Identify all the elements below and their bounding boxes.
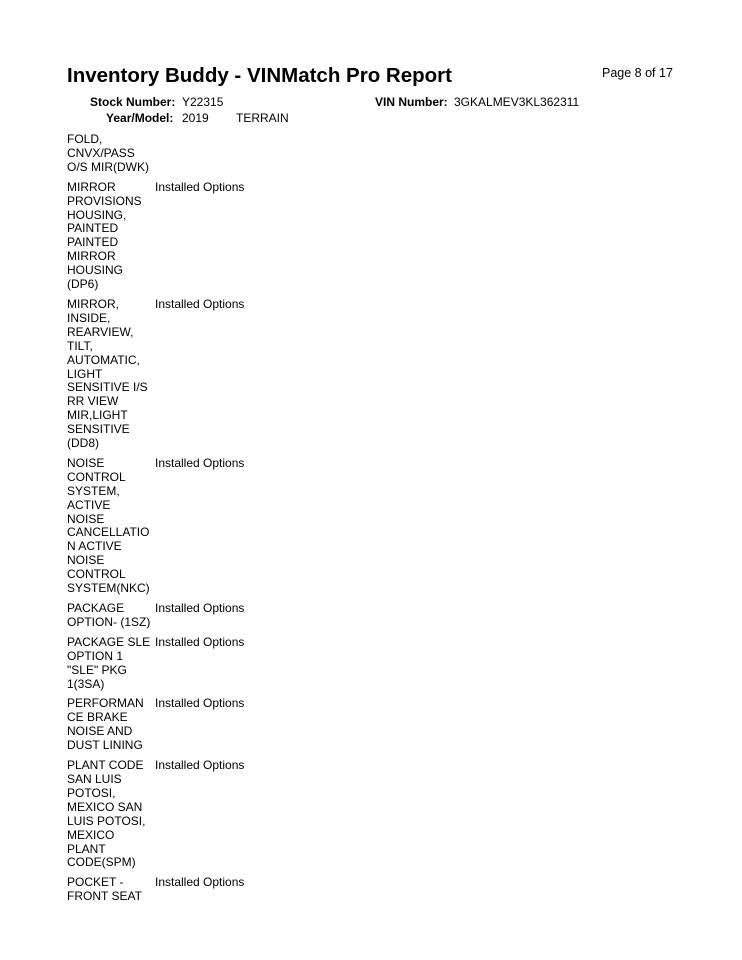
option-row [67, 602, 367, 630]
option-type: Installed Options [155, 634, 245, 649]
option-name: MIRROR PROVISIONS HOUSING, PAINTED PAINTED MIRROR HOUSING (DP6) [67, 180, 142, 292]
option-row [67, 636, 367, 692]
report-title: Inventory Buddy - VINMatch Pro Report [67, 64, 452, 87]
option-name: PACKAGE OPTION- (1SZ) [67, 602, 151, 629]
option-row [67, 457, 367, 596]
year-value: 2019 [182, 111, 209, 125]
options-list [67, 133, 367, 910]
stock-number-label: Stock Number: [90, 95, 176, 109]
option-type: Installed Options [155, 455, 245, 470]
option-type: Installed Options [155, 296, 245, 311]
option-type: Installed Options [155, 875, 245, 890]
option-row [67, 133, 367, 175]
option-name: PERFORMAN CE BRAKE NOISE AND DUST LINING [67, 697, 144, 753]
option-row [67, 298, 367, 451]
option-name: FOLD, CNVX/PASS O/S MIR(DWK) [67, 133, 149, 174]
option-row [67, 759, 367, 870]
option-type: Installed Options [155, 601, 245, 615]
year-model-label: Year/Model: [106, 111, 174, 125]
option-name: PLANT CODE SAN LUIS POTOSI, MEXICO SAN LUIS POTOSI, MEXICO PLANT CODE(SPM) [67, 759, 146, 870]
option-row [67, 181, 367, 292]
option-type: Installed Options [155, 758, 245, 773]
option-name: POCKET - FRONT SEAT [67, 876, 142, 904]
option-name: MIRROR, INSIDE, REARVIEW, TILT, AUTOMATIC, LIGHT SENSITIVE I/S RR VIEW MIR,LIGHT SENSITIVE (DD8) [67, 297, 148, 451]
model-value: TERRAIN [236, 111, 289, 125]
stock-number-value: Y22315 [182, 95, 224, 109]
option-row [67, 697, 367, 753]
vin-number-value: 3GKALMEV3KL362311 [454, 95, 580, 109]
option-type: Installed Options [155, 179, 245, 194]
option-row [67, 876, 367, 904]
vin-number-label: VIN Number: [375, 95, 448, 109]
option-name: NOISE CONTROL SYSTEM, ACTIVE NOISE CANCELLATIO N ACTIVE NOISE CONTROL SYSTEM(NKC) [67, 456, 150, 596]
page-number: Page 8 of 17 [602, 66, 673, 80]
option-type: Installed Options [155, 696, 245, 711]
option-name: PACKAGE SLE OPTION 1 "SLE" PKG 1(3SA) [67, 635, 151, 691]
